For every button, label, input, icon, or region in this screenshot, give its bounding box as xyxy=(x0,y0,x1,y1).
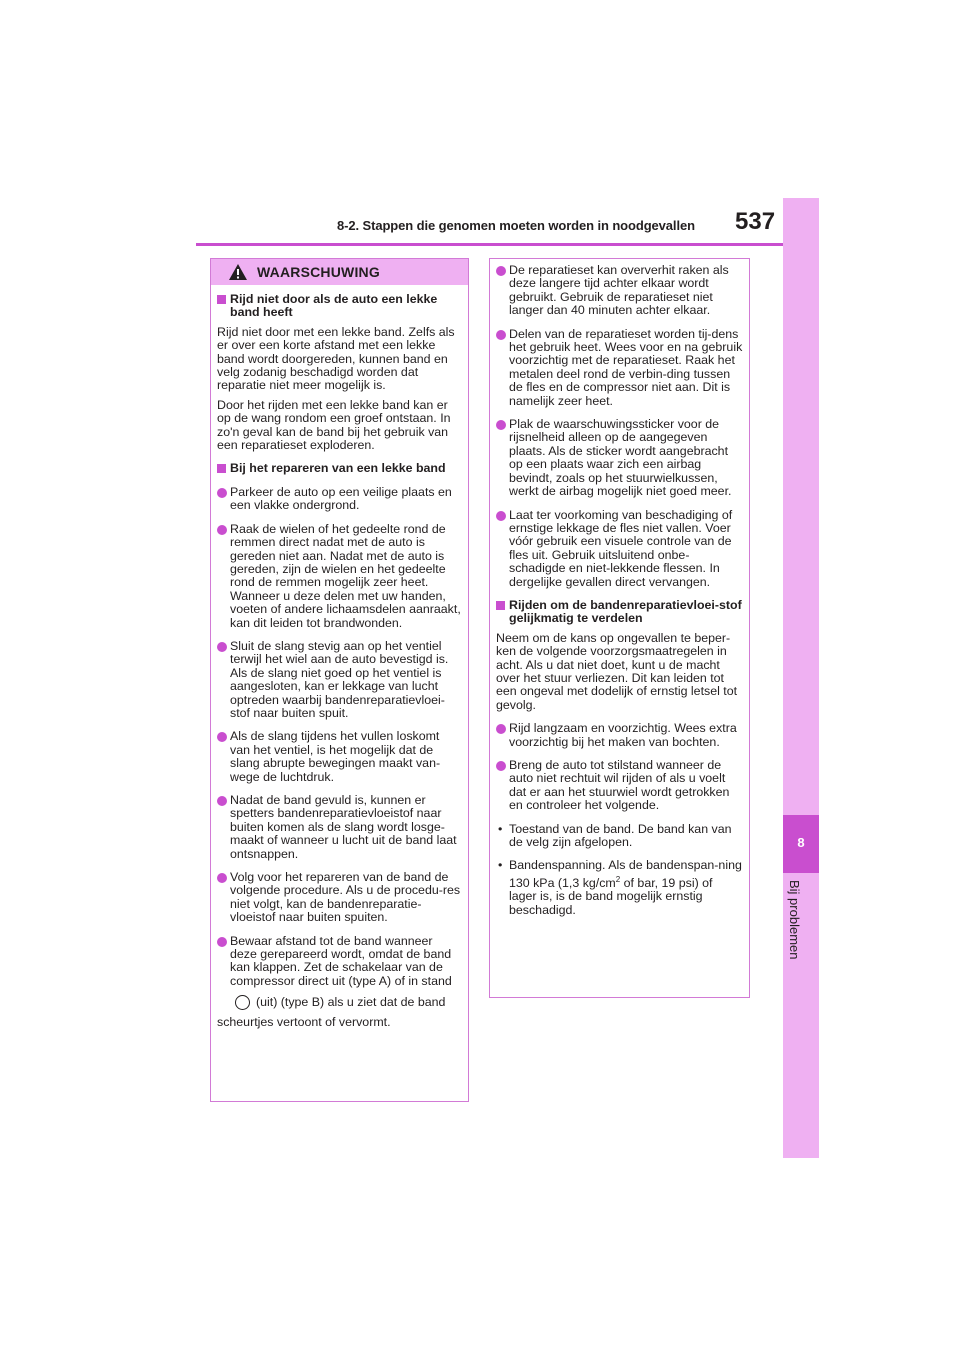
page-header-title: 8-2. Stappen die genomen moeten worden in noodgevallen xyxy=(337,218,695,233)
list-item: De reparatieset kan oververhit raken als deze langere tijd achter elkaar wordt gebruikt. Gebruik de reparatieset niet langer dan 40 minuten achter elkaar. xyxy=(496,264,743,318)
paragraph: Door het rijden met een lekke band kan er op de wang rondom een groef ontstaan. In zo'n geval kan de band bij het gebruik van een reparatieset exploderen. xyxy=(217,397,451,453)
superscript: 2 xyxy=(615,874,621,884)
list-item: Als de slang tijdens het vullen loskomt van het ventiel, is het mogelijk dat de slang abrupte bewegingen maakt van-wege de luchtdruk. xyxy=(217,730,462,784)
list-item: Laat ter voorkoming van beschadiging of ernstige lekkage de fles niet vallen. Voer vóór gebruik een visuele controle van de fles uit. Gebruik uitsluitend onbe-schadigde en niet-lekkende flessen. In dergelijke gevallen direct vervangen. xyxy=(496,509,743,589)
warning-content-continued xyxy=(496,264,743,927)
chapter-side-tab xyxy=(783,198,819,1158)
list-item: Delen van de reparatieset worden tij-dens het gebruik heet. Wees voor en na gebruik voorzichtig met de reparatieset. Raak het metalen deel rond de verbin-ding tussen de fles en de compressor niet aan. Dit is namelijk zeer heet. xyxy=(496,328,743,408)
chapter-number: 8 xyxy=(797,835,805,850)
list-item xyxy=(496,859,743,917)
header-rule xyxy=(196,243,783,246)
list-item-text: (uit) (type B) als u ziet dat de band scheurtjes vertoont of vervormt. xyxy=(217,995,446,1030)
list-item: Rijd langzaam en voorzichtig. Wees extra voorzichtig bij het maken van bochten. xyxy=(496,722,743,749)
power-off-icon xyxy=(235,995,250,1010)
warning-box-continued xyxy=(489,258,750,998)
paragraph: Neem om de kans op ongevallen te beper-ken de volgende voorzorgsmaatregelen in acht. Als u dat niet doet, kunt u de macht over het stuur verliezen. Dit kan leiden tot een ongeval met dodelijk of ernstig letsel tot gevolg. xyxy=(496,630,738,712)
warning-box xyxy=(210,258,469,1102)
section-heading: Bij het repareren van een lekke band xyxy=(217,462,462,475)
list-item-continuation xyxy=(217,992,462,1032)
list-item-text: of bar, 19 psi) of lager is, is de band mogelijk ernstig beschadigd. xyxy=(509,875,713,917)
list-item: Breng de auto tot stilstand wanneer de auto niet rechtuit wil rijden of als u voelt dat er aan het stuurwiel wordt getrokken en controleer het volgende. xyxy=(496,759,743,813)
list-item: Plak de waarschuwingssticker voor de rijsnelheid alleen op de aangegeven plaats. Als de sticker wordt aangebracht op een plaats waar zich een airbag bevindt, zoals op het stuurwielkussen, werkt de airbag mogelijk niet goed meer. xyxy=(496,418,743,498)
warning-icon xyxy=(228,263,248,281)
section-heading: Rijd niet door als de auto een lekke band heeft xyxy=(217,293,462,320)
list-item: Raak de wielen of het gedeelte rond de remmen direct nadat met de auto is gereden niet aan. Nadat met de auto is gereden, zijn de wielen en het gedeelte rond de remmen mogelijk zeer heet. Wanneer u deze delen met uw handen, voeten of andere lichaamsdelen aanraakt, kan dit leiden tot brandwonden. xyxy=(217,523,462,630)
list-item xyxy=(217,935,462,1033)
list-item-text: Bewaar afstand tot de band wanneer deze gerepareerd wordt, omdat de band kan klappen. Zet de schakelaar van de compressor direct uit (type A) of in stand xyxy=(230,933,452,988)
list-item: Nadat de band gevuld is, kunnen er spetters bandenreparatievloeistof naar buiten komen als de slang wordt losge-maakt of wanneer u lucht uit de band laat ontsnappen. xyxy=(217,794,462,861)
list-item-text: Bandenspanning. Als de bandenspan-ning 130 kPa (1,3 kg/cm xyxy=(509,858,742,890)
paragraph: Rijd niet door met een lekke band. Zelfs als er over een korte afstand met een lekke band wordt doorgereden, kunnen band en velg zodanig beschadigd worden dat reparatie niet meer mogelijk is. xyxy=(217,324,455,393)
chapter-number-block xyxy=(783,815,819,873)
warning-header xyxy=(211,259,468,285)
warning-content xyxy=(217,293,462,1042)
list-item: Volg voor het repareren van de band de volgende procedure. Als u de procedu-res niet volgt, kan de bandenreparatie-vloeistof naar buiten spuiten. xyxy=(217,871,462,925)
list-item: Parkeer de auto op een veilige plaats en een vlakke ondergrond. xyxy=(217,486,462,513)
list-item: Sluit de slang stevig aan op het ventiel terwijl het wiel aan de auto bevestigd is. Als de slang niet goed op het ventiel is aangesloten, kan er lekkage van lucht optreden waarbij bandenreparatievloei-stof naar buiten spuit. xyxy=(217,640,462,720)
chapter-label: Bij problemen xyxy=(787,880,802,960)
warning-title: WAARSCHUWING xyxy=(257,264,380,280)
section-heading: Rijden om de bandenreparatievloei-stof gelijkmatig te verdelen xyxy=(496,599,743,626)
list-item: • Toestand van de band. De band kan van de velg zijn afgelopen. xyxy=(496,823,743,850)
page-number: 537 xyxy=(735,208,776,235)
